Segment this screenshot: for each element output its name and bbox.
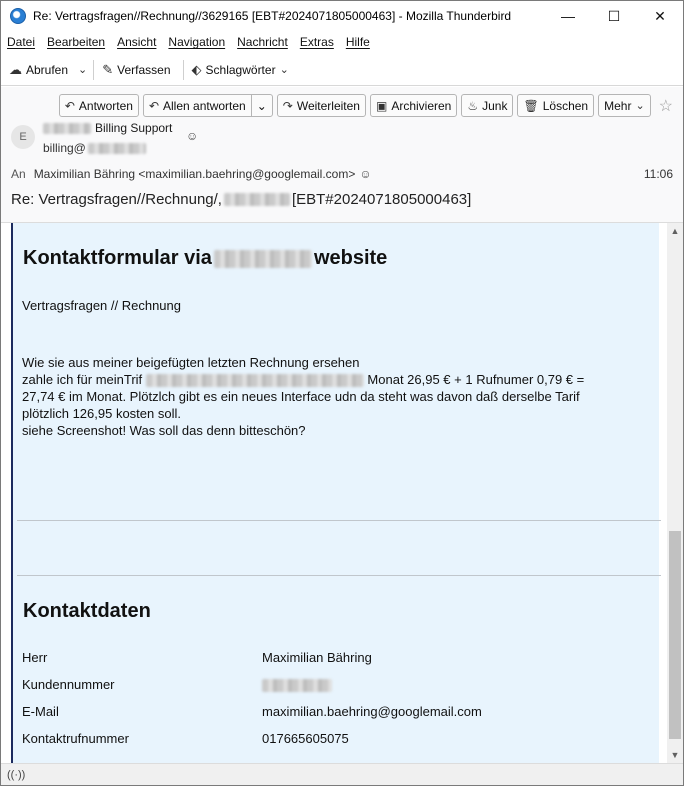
redacted-customer-number — [262, 679, 332, 692]
topic-text: Vertragsfragen // Rechnung — [22, 298, 181, 313]
menu-datei[interactable]: Datei — [7, 35, 36, 49]
title-bar — [1, 1, 683, 31]
message-time: 11:06 — [643, 167, 673, 181]
message-line-2 — [22, 371, 584, 388]
more-chevron-icon: ⌄ — [635, 100, 645, 112]
contact-label-email: E-Mail — [22, 704, 59, 719]
contact-value-email[interactable]: maximilian.baehring@googlemail.com — [262, 704, 482, 719]
redacted-sender-prefix — [43, 123, 91, 134]
message-line-2-start: zahle ich für meinTrif — [22, 372, 143, 387]
subject-prefix: Re: Vertragsfragen//Rechnung/, — [11, 191, 222, 208]
minimize-button[interactable]: — — [561, 8, 575, 24]
compose-button[interactable] — [102, 62, 170, 78]
redacted-subject — [224, 193, 290, 206]
flame-icon: ♨ — [467, 98, 479, 113]
divider — [17, 575, 661, 576]
forward-icon: ↷ — [282, 98, 293, 113]
close-button[interactable]: ✕ — [654, 7, 666, 24]
status-bar — [1, 763, 683, 785]
tag-icon: ⬖ — [191, 61, 202, 77]
add-contact-icon[interactable]: ☺ — [186, 129, 199, 143]
message-line-5: siehe Screenshot! Was soll das denn bitteschön? — [22, 423, 306, 438]
tags-label: Schlagwörter — [205, 62, 276, 77]
form-heading-after: website — [313, 247, 388, 269]
get-mail-label: Abrufen — [26, 62, 69, 77]
forward-label: Weiterleiten — [296, 98, 360, 113]
to-label: An — [11, 167, 26, 181]
menu-extras[interactable]: Extras — [299, 35, 334, 49]
tags-chevron-icon: ⌄ — [279, 64, 289, 76]
reply-all-label: Allen antworten — [163, 98, 246, 113]
archive-box-icon: ▣ — [375, 98, 388, 113]
contact-value-name: Maximilian Bähring — [262, 650, 372, 665]
archive-button[interactable] — [370, 94, 457, 117]
scroll-up-arrow-icon[interactable]: ▲ — [670, 226, 680, 236]
scroll-down-arrow-icon[interactable]: ▼ — [670, 750, 680, 760]
delete-button[interactable] — [517, 94, 594, 117]
maximize-button[interactable]: ☐ — [607, 7, 621, 24]
contact-value-customer-number — [262, 677, 332, 692]
contact-icon[interactable]: ☺ — [359, 167, 372, 181]
message-line-1: Wie sie aus meiner beigefügten letzten Rechnung ersehen — [22, 355, 360, 370]
message-body — [1, 223, 667, 763]
reply-all-dropdown-chevron-icon[interactable]: ⌄ — [251, 95, 272, 116]
contact-value-phone: 017665605075 — [262, 731, 349, 746]
message-header — [1, 87, 683, 223]
menu-bearbeiten[interactable]: Bearbeiten — [47, 35, 106, 49]
sender-name-text: Billing Support — [95, 121, 173, 135]
sender-name[interactable] — [43, 121, 172, 135]
reply-label: Antworten — [78, 98, 133, 113]
sender-email-text: billing@ — [43, 141, 86, 155]
menu-ansicht[interactable]: Ansicht — [117, 35, 157, 49]
scrollbar-thumb[interactable] — [669, 531, 681, 739]
subject-suffix: [EBT#2024071805000463] — [291, 191, 472, 208]
reply-button[interactable] — [59, 94, 139, 117]
window-title: Re: Vertragsfragen//Rechnung//3629165 [EBT#2024071805000463] - Mozilla Thunderbird — [33, 9, 512, 23]
form-heading — [23, 247, 387, 270]
delete-label: Löschen — [542, 98, 589, 113]
contact-label-customer-number: Kundennummer — [22, 677, 115, 692]
divider — [17, 520, 661, 521]
form-heading-before: Kontaktformular via — [23, 247, 212, 269]
toolbar-separator — [93, 60, 94, 80]
tags-button[interactable] — [192, 62, 289, 78]
main-toolbar — [1, 54, 683, 86]
message-line-3: 27,74 € im Monat. Plötzlch gibt es ein neues Interface udn da steht was davon daß derselbe Tarif — [22, 389, 580, 404]
redacted-sender-domain — [88, 143, 146, 154]
avatar: E — [11, 125, 35, 149]
window-controls — [545, 1, 683, 31]
reply-icon: ↶ — [64, 98, 75, 113]
online-status-icon[interactable]: ((·)) — [7, 768, 26, 781]
redacted-tariff — [146, 374, 364, 387]
get-mail-dropdown-chevron-icon[interactable]: ⌄ — [78, 64, 88, 76]
junk-label: Junk — [482, 98, 508, 113]
pencil-icon: ✎ — [102, 61, 114, 77]
sender-email[interactable] — [43, 141, 146, 155]
junk-button[interactable] — [461, 94, 513, 117]
contact-heading: Kontaktdaten — [23, 600, 151, 622]
toolbar-separator — [183, 60, 184, 80]
menu-bar — [1, 31, 683, 53]
star-icon[interactable]: ☆ — [658, 97, 673, 115]
menu-hilfe[interactable]: Hilfe — [345, 35, 370, 49]
archive-label: Archivieren — [391, 98, 452, 113]
trash-icon: 🗑 — [523, 98, 539, 113]
redacted-brand — [214, 250, 312, 268]
forward-button[interactable] — [277, 94, 366, 117]
recipient-row — [11, 167, 372, 181]
menu-nachricht[interactable]: Nachricht — [237, 35, 288, 49]
message-actions — [59, 94, 673, 117]
get-mail-button[interactable] — [9, 62, 68, 78]
reply-all-button[interactable] — [143, 94, 273, 117]
menu-navigation[interactable]: Navigation — [168, 35, 226, 49]
message-subject — [11, 191, 471, 208]
vertical-scrollbar[interactable] — [667, 223, 683, 763]
more-button[interactable] — [598, 94, 651, 117]
cloud-download-icon: ☁ — [9, 61, 22, 77]
message-line-4: plötzlich 126,95 kosten soll. — [22, 406, 181, 421]
message-content — [11, 223, 659, 763]
contact-label-salutation: Herr — [22, 650, 48, 665]
more-label: Mehr — [604, 98, 632, 113]
reply-all-icon: ↶ — [148, 98, 159, 113]
recipient[interactable]: Maximilian Bähring <maximilian.baehring@googlemail.com> — [33, 167, 356, 181]
contact-label-phone: Kontaktrufnummer — [22, 731, 129, 746]
compose-label: Verfassen — [117, 62, 171, 77]
message-line-2-end: Monat 26,95 € + 1 Rufnumer 0,79 € = — [367, 372, 585, 387]
thunderbird-logo-icon — [10, 8, 26, 24]
